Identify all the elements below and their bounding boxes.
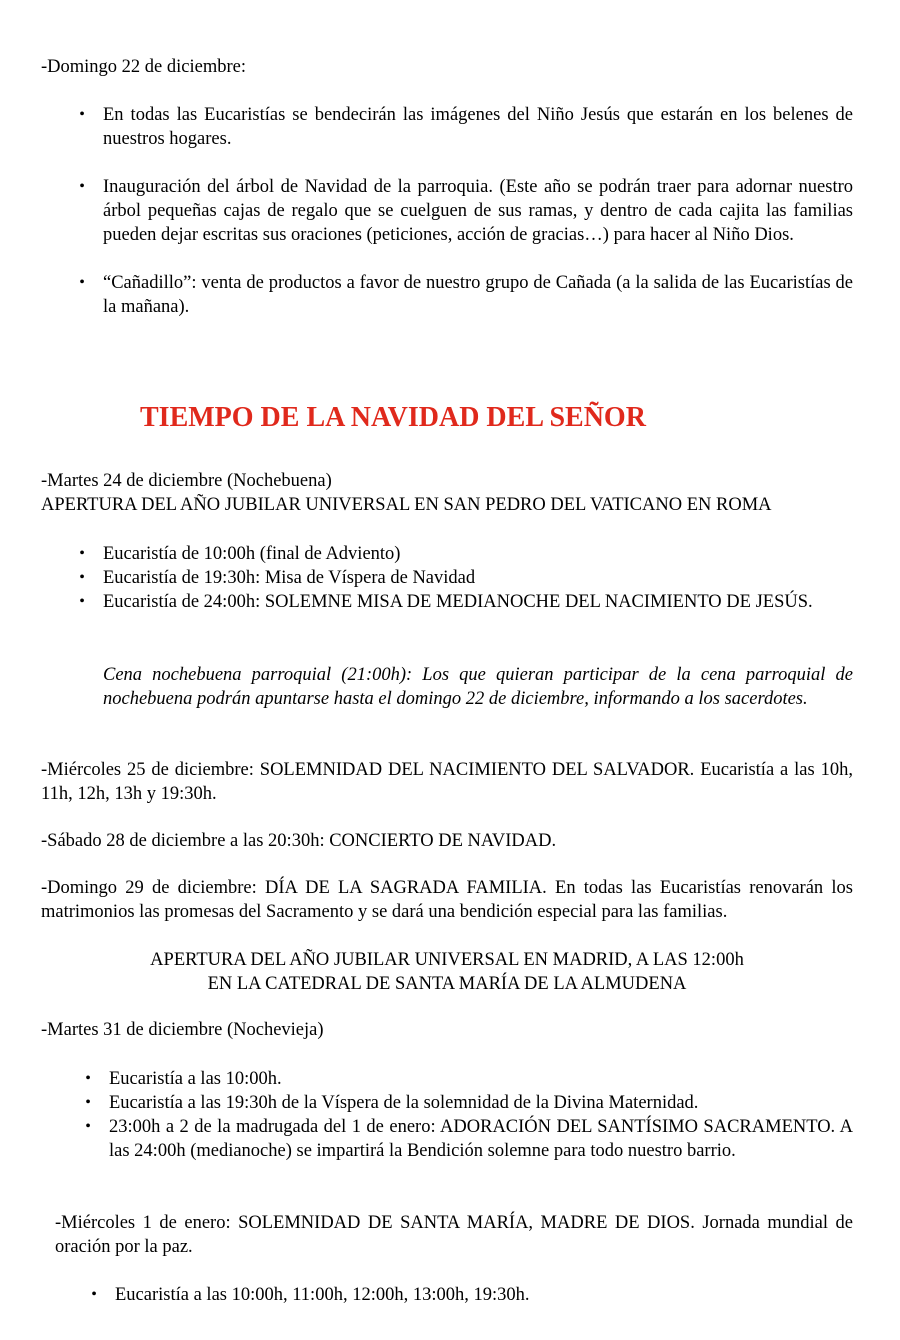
dec24-subheading: APERTURA DEL AÑO JUBILAR UNIVERSAL EN SAN PEDRO DEL VATICANO EN ROMA <box>41 495 772 515</box>
list-item <box>85 1115 853 1163</box>
madrid-announcement-line2: EN LA CATEDRAL DE SANTA MARÍA DE LA ALMUDENA <box>207 974 687 994</box>
bullet-icon: • <box>79 106 85 123</box>
list-item <box>85 1067 853 1091</box>
dec25-text: -Miércoles 25 de diciembre: SOLEMNIDAD DEL NACIMIENTO DEL SALVADOR. Eucaristía a las 10h, 11h, 12h, 13h y 19:30h. <box>41 760 853 804</box>
dec28-text: -Sábado 28 de diciembre a las 20:30h: CONCIERTO DE NAVIDAD. <box>41 831 557 851</box>
dec29-text: -Domingo 29 de diciembre: DÍA DE LA SAGRADA FAMILIA. En todas las Eucaristías renovarán los matrimonios las promesas del Sacramento y se dará una bendición especial para las familias. <box>41 878 853 922</box>
list-item-text: En todas las Eucaristías se bendecirán las imágenes del Niño Jesús que estarán en los belenes de nuestros hogares. <box>103 105 853 149</box>
dec31-list <box>85 1067 853 1163</box>
list-item <box>79 590 853 614</box>
list-item <box>79 566 853 590</box>
list-item <box>85 1091 853 1115</box>
list-item-text: 23:00h a 2 de la madrugada del 1 de enero: ADORACIÓN DEL SANTÍSIMO SACRAMENTO. A las 24:00h (medianoche) se impartirá la Bendición solemne para todo nuestro barrio. <box>109 1117 853 1161</box>
bullet-icon: • <box>79 545 85 562</box>
list-item <box>79 542 853 566</box>
list-item <box>79 175 853 247</box>
list-item <box>79 103 853 151</box>
bullet-icon: • <box>79 274 85 291</box>
bullet-icon: • <box>85 1070 91 1087</box>
bullet-icon: • <box>79 569 85 586</box>
madrid-announcement-line1: APERTURA DEL AÑO JUBILAR UNIVERSAL EN MADRID, A LAS 12:00h <box>150 950 744 970</box>
jan1-list <box>91 1283 853 1307</box>
section-title: TIEMPO DE LA NAVIDAD DEL SEÑOR <box>140 402 646 433</box>
list-item-text: Eucaristía a las 19:30h de la Víspera de la solemnidad de la Divina Maternidad. <box>109 1093 699 1113</box>
bullet-icon: • <box>85 1094 91 1111</box>
list-item-text: Eucaristía de 10:00h (final de Adviento) <box>103 544 401 564</box>
dec24-heading: -Martes 24 de diciembre (Nochebuena) <box>41 471 332 491</box>
dec22-list <box>79 103 853 319</box>
dinner-note: Cena nochebuena parroquial (21:00h): Los que quieran participar de la cena parroquial de nochebuena podrán apuntarse hasta el domingo 22 de diciembre, informando a los sacerdotes. <box>103 665 853 709</box>
list-item <box>79 271 853 319</box>
dec24-list <box>79 542 853 614</box>
bullet-icon: • <box>91 1286 97 1303</box>
list-item-text: Eucaristía a las 10:00h, 11:00h, 12:00h, 13:00h, 19:30h. <box>115 1285 530 1305</box>
jan1-text: -Miércoles 1 de enero: SOLEMNIDAD DE SANTA MARÍA, MADRE DE DIOS. Jornada mundial de oración por la paz. <box>55 1213 853 1257</box>
list-item <box>91 1283 853 1307</box>
bullet-icon: • <box>85 1118 91 1135</box>
list-item-text: Inauguración del árbol de Navidad de la parroquia. (Este año se podrán traer para adornar nuestro árbol pequeñas cajas de regalo que se cuelguen de sus ramas, y dentro de cada cajita las familias pueden dejar escritas sus oraciones (peticiones, acción de gracias…) para hacer al Niño Dios. <box>103 177 853 245</box>
list-item-text: Eucaristía de 24:00h: SOLEMNE MISA DE MEDIANOCHE DEL NACIMIENTO DE JESÚS. <box>103 592 813 612</box>
list-item-text: “Cañadillo”: venta de productos a favor de nuestro grupo de Cañada (a la salida de las Eucaristías de la mañana). <box>103 273 853 317</box>
list-item-text: Eucaristía a las 10:00h. <box>109 1069 282 1089</box>
bullet-icon: • <box>79 178 85 195</box>
dec31-heading: -Martes 31 de diciembre (Nochevieja) <box>41 1020 324 1040</box>
dec22-heading: -Domingo 22 de diciembre: <box>41 57 246 77</box>
bullet-icon: • <box>79 593 85 610</box>
list-item-text: Eucaristía de 19:30h: Misa de Víspera de Navidad <box>103 568 476 588</box>
